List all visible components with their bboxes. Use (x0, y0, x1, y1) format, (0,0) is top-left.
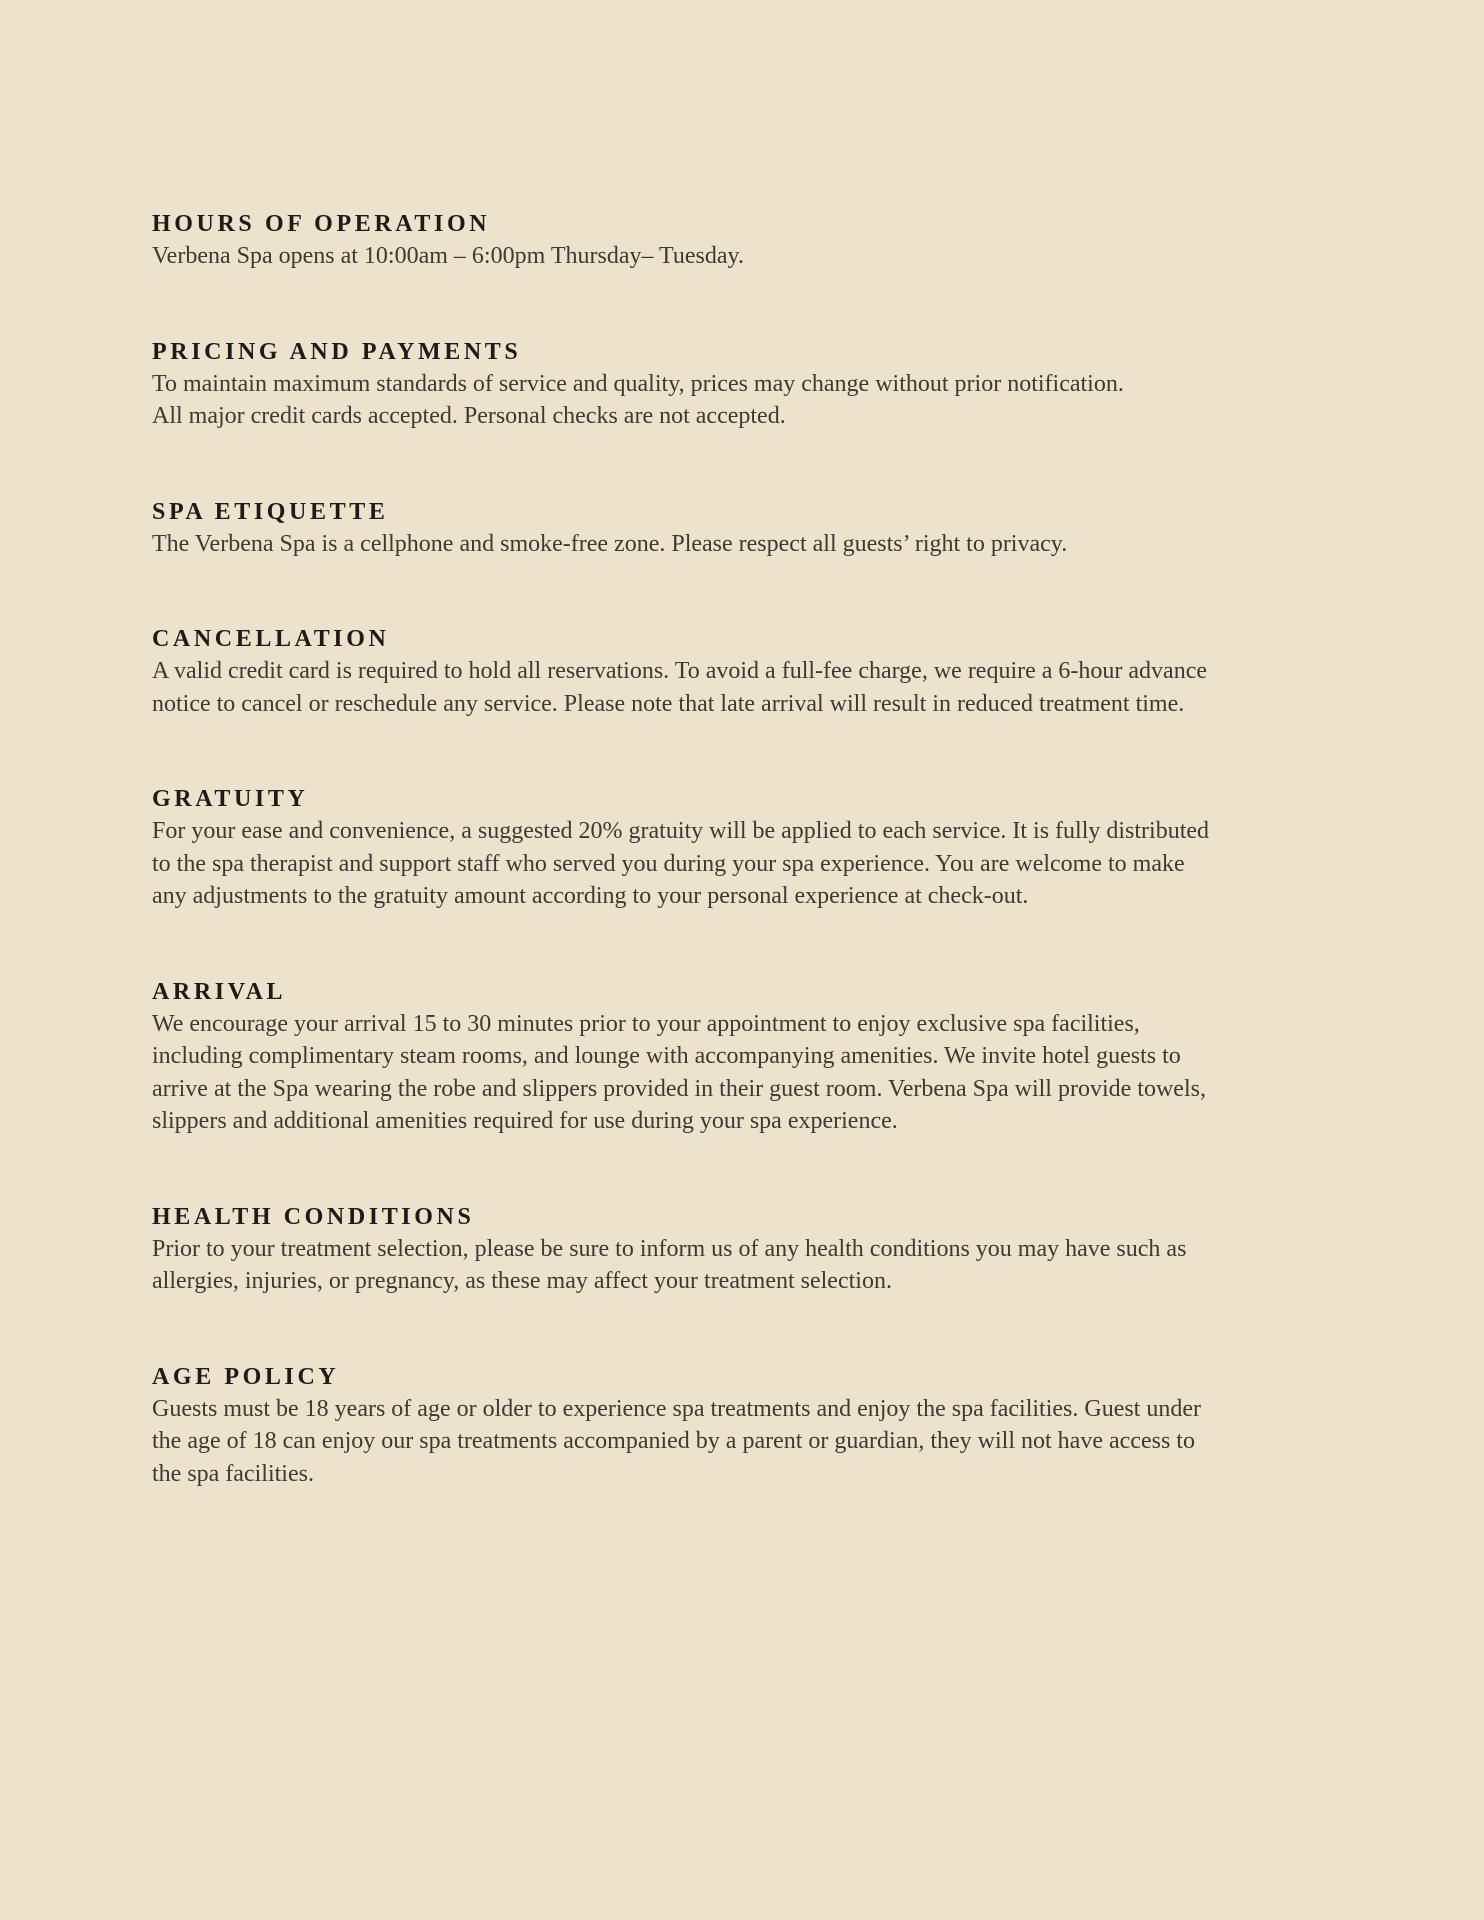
section-gratuity (152, 783, 1332, 913)
body-line: any adjustments to the gratuity amount according to your personal experience at check-out. (152, 883, 1029, 909)
section-body (152, 240, 1332, 273)
body-line: including complimentary steam rooms, and lounge with accompanying amenities. We invite hotel guests to (152, 1043, 1181, 1069)
section-body (152, 655, 1332, 720)
body-line: arrive at the Spa wearing the robe and slippers provided in their guest room. Verbena Spa will provide towels, (152, 1075, 1206, 1102)
section-heading: AGE POLICY (152, 1363, 340, 1390)
body-line: the age of 18 can enjoy our spa treatments accompanied by a parent or guardian, they will not have access to (152, 1428, 1195, 1454)
section-pricing-and-payments (152, 336, 1332, 433)
section-heading: HOURS OF OPERATION (152, 211, 491, 237)
section-cancellation (152, 623, 1332, 720)
section-body (152, 815, 1332, 913)
section-heading: HEALTH CONDITIONS (152, 1203, 475, 1230)
section-heading: ARRIVAL (152, 978, 287, 1005)
section-health-conditions (152, 1201, 1332, 1298)
section-heading: PRICING AND PAYMENTS (152, 338, 522, 365)
body-line: notice to cancel or reschedule any service. Please note that late arrival will result in reduced treatment time. (152, 690, 1185, 717)
body-line: the spa facilities. (152, 1460, 314, 1487)
body-line: To maintain maximum standards of service and quality, prices may change without prior notification. (152, 370, 1124, 397)
body-line: The Verbena Spa is a cellphone and smoke-free zone. Please respect all guests’ right to privacy. (152, 530, 1068, 557)
section-body (152, 528, 1332, 561)
section-body (152, 1233, 1332, 1298)
body-line: Guests must be 18 years of age or older to experience spa treatments and enjoy the spa facilities. Guest under (152, 1395, 1201, 1422)
body-line: A valid credit card is required to hold all reservations. To avoid a full-fee charge, we require a 6-hour advance (152, 658, 1208, 684)
body-line: Verbena Spa opens at 10:00am – 6:00pm Thursday– Tuesday. (152, 243, 744, 269)
body-line: allergies, injuries, or pregnancy, as these may affect your treatment selection. (152, 1268, 892, 1294)
section-body (152, 1008, 1332, 1138)
body-line: slippers and additional amenities required for use during your spa experience. (152, 1108, 898, 1134)
section-age-policy (152, 1361, 1332, 1491)
body-line: to the spa therapist and support staff who served you during your spa experience. You are welcome to make (152, 850, 1185, 877)
section-hours-of-operation (152, 208, 1332, 273)
section-body (152, 368, 1332, 433)
body-line: For your ease and convenience, a suggested 20% gratuity will be applied to each service. It is fully distributed (152, 818, 1210, 844)
body-line: Prior to your treatment selection, please be sure to inform us of any health conditions you may have such as (152, 1235, 1187, 1262)
section-spa-etiquette (152, 496, 1332, 561)
section-body (152, 1393, 1332, 1491)
section-heading: SPA ETIQUETTE (152, 498, 389, 525)
section-heading: CANCELLATION (152, 626, 390, 652)
body-line: We encourage your arrival 15 to 30 minutes prior to your appointment to enjoy exclusive spa facilities, (152, 1010, 1140, 1037)
section-heading: GRATUITY (152, 786, 309, 812)
section-arrival (152, 976, 1332, 1138)
body-line: All major credit cards accepted. Personal checks are not accepted. (152, 403, 786, 429)
